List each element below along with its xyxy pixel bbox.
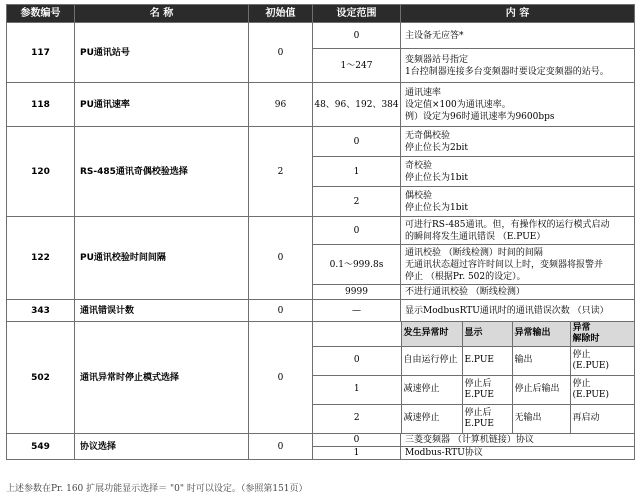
header-initial: 初始值 [249, 5, 313, 23]
param-name: 协议选择 [75, 434, 249, 460]
table-row [7, 23, 635, 49]
occurrence-action: 减速停止 [401, 375, 462, 404]
param-initial: 2 [249, 127, 313, 217]
alarm-output: 停止后输出 [512, 375, 570, 404]
table-row [313, 375, 635, 404]
param-desc: 变频器站号指定 1台控制器连接多台变频器时要设定变频器的站号。 [401, 49, 635, 83]
param-name: 通讯错误计数 [75, 300, 249, 322]
param-range: 1 [313, 375, 401, 404]
table-row [7, 127, 635, 157]
param-desc: 主设备无应答* [401, 23, 635, 49]
param-range: 0 [313, 23, 401, 49]
table-row [313, 404, 635, 433]
header-param-no: 参数编号 [7, 5, 75, 23]
param-range: 2 [313, 404, 401, 433]
table-row [7, 434, 635, 447]
param-range: 9999 [313, 285, 401, 300]
subtable-header-row [313, 322, 635, 346]
param-initial: 0 [249, 322, 313, 434]
reset-action: 再启动 [570, 404, 635, 433]
param-name: PU通讯速率 [75, 83, 249, 127]
param-number: 122 [7, 217, 75, 300]
header-range: 设定范围 [313, 5, 401, 23]
sub-header-display: 显示 [462, 322, 512, 346]
display-value: E.PUE [462, 346, 512, 375]
param-name: PU通讯校验时间间隔 [75, 217, 249, 300]
param-range: 0 [313, 346, 401, 375]
alarm-output: 输出 [512, 346, 570, 375]
param-initial: 0 [249, 23, 313, 83]
occurrence-action: 减速停止 [401, 404, 462, 433]
param-range: 1 [313, 157, 401, 187]
param-desc: 通讯校验 （断线检测）时间的间隔 无通讯状态超过容许时间以上时，变频器将报警并 停止 （根据Pr. 502的设定）。 [401, 245, 635, 285]
param-initial: 96 [249, 83, 313, 127]
param-range: 1～247 [313, 49, 401, 83]
param-range: 1 [313, 447, 401, 460]
param-range: 48、96、192、384 [313, 83, 401, 127]
occurrence-action: 自由运行停止 [401, 346, 462, 375]
param-range: — [313, 300, 401, 322]
footnote: 上述参数在Pr. 160 扩展功能显示选择＝ "0" 时可以设定。（参照第151页） [6, 484, 308, 494]
param-desc: 通讯速率 设定值×100为通讯速率。 例）设定为96时通讯速率为9600bps [401, 83, 635, 127]
param-desc: Modbus-RTU协议 [401, 447, 635, 460]
reset-action: 停止 (E.PUE) [570, 346, 635, 375]
param-number: 117 [7, 23, 75, 83]
table-row [7, 300, 635, 322]
header-name: 名 称 [75, 5, 249, 23]
reset-action: 停止 (E.PUE) [570, 375, 635, 404]
param-name: RS-485通讯奇偶校验选择 [75, 127, 249, 217]
display-value: 停止后 E.PUE [462, 404, 512, 433]
param-desc: 无奇偶校验 停止位长为2bit [401, 127, 635, 157]
param-desc: 显示ModbusRTU通讯时的通讯错误次数 （只读） [401, 300, 635, 322]
param-initial: 0 [249, 300, 313, 322]
param-desc: 奇校验 停止位长为1bit [401, 157, 635, 187]
param-number: 343 [7, 300, 75, 322]
header-content: 内 容 [401, 5, 635, 23]
display-value: 停止后 E.PUE [462, 375, 512, 404]
sub-header-alarm-output: 异常输出 [512, 322, 570, 346]
table-row [7, 83, 635, 127]
param-number: 549 [7, 434, 75, 460]
table-row [313, 346, 635, 375]
param-range: 2 [313, 187, 401, 217]
param-number: 120 [7, 127, 75, 217]
table-row [7, 322, 635, 434]
param-number: 118 [7, 83, 75, 127]
param-range: 0.1～999.8s [313, 245, 401, 285]
param-range: 0 [313, 434, 401, 447]
table-row [7, 217, 635, 245]
param-desc: 可进行RS-485通讯。但，有操作权的运行模式启动 的瞬间将发生通讯错误 （E.PUE） [401, 217, 635, 245]
param-range: 0 [313, 217, 401, 245]
param-number: 502 [7, 322, 75, 434]
param-range: 0 [313, 127, 401, 157]
param-name: PU通讯站号 [75, 23, 249, 83]
sub-header-on-reset: 异常 解除时 [570, 322, 635, 346]
alarm-output: 无输出 [512, 404, 570, 433]
parameter-table [6, 4, 635, 460]
header-row [7, 5, 635, 23]
param-desc: 三菱变频器 （计算机链接）协议 [401, 434, 635, 447]
stop-mode-subtable [313, 322, 635, 433]
param-initial: 0 [249, 217, 313, 300]
param-desc: 偶校验 停止位长为1bit [401, 187, 635, 217]
sub-header-occurrence: 发生异常时 [401, 322, 462, 346]
param-desc: 不进行通讯校验 （断线检测） [401, 285, 635, 300]
param-name: 通讯异常时停止模式选择 [75, 322, 249, 434]
param-initial: 0 [249, 434, 313, 460]
stop-mode-matrix [313, 322, 635, 434]
